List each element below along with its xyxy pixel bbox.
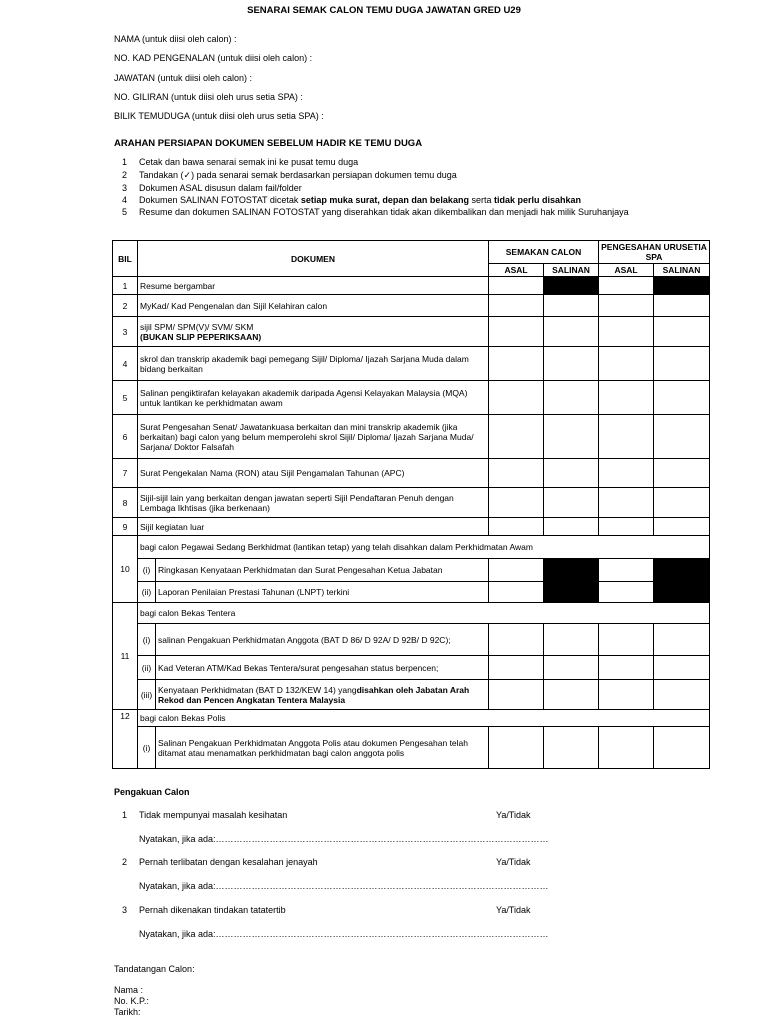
check-salinan-spa[interactable] [654,680,710,710]
check-salinan-spa[interactable] [654,415,710,459]
check-asal[interactable] [489,277,544,295]
check-asal[interactable] [489,415,544,459]
instruction-number: 4 [122,195,128,205]
ya-tidak-answer[interactable]: Ya/Tidak [496,857,531,867]
check-salinan[interactable] [544,347,599,381]
document-name: Kad Veteran ATM/Kad Bekas Tentera/surat pengesahan status berpencen; [156,656,489,680]
check-asal[interactable] [489,582,544,603]
section-heading: bagi calon Bekas Tentera [138,603,710,624]
sub-number: (i) [138,727,156,769]
check-salinan[interactable] [544,656,599,680]
row-number: 4 [113,347,138,381]
check-salinan[interactable] [544,415,599,459]
table-row [113,727,710,769]
check-asal-spa[interactable] [599,459,654,488]
check-asal-spa[interactable] [599,381,654,415]
check-asal[interactable] [489,656,544,680]
pengakuan-number: 1 [122,810,128,820]
check-salinan-spa[interactable] [654,381,710,415]
check-asal[interactable] [489,559,544,582]
sub-number: (i) [138,559,156,582]
table-row [113,488,710,518]
ya-tidak-answer[interactable]: Ya/Tidak [496,810,531,820]
row-number: 10 [113,536,138,603]
row-number: 11 [113,603,138,710]
check-asal-spa[interactable] [599,518,654,536]
table-row [113,277,710,295]
check-asal[interactable] [489,680,544,710]
sub-number: (ii) [138,656,156,680]
section-heading-row [113,536,710,559]
table-row [113,624,710,656]
field-bilik-temuduga[interactable]: BILIK TEMUDUGA (untuk diisi oleh urus setia SPA) : [114,111,324,121]
check-asal[interactable] [489,459,544,488]
ya-tidak-answer[interactable]: Ya/Tidak [496,905,531,915]
sub-number: (iii) [138,680,156,710]
blocked-cell [654,559,710,582]
check-salinan-spa[interactable] [654,295,710,317]
row-number: 7 [113,459,138,488]
check-asal[interactable] [489,295,544,317]
field-jawatan[interactable]: JAWATAN (untuk diisi oleh calon) : [114,73,253,83]
field-no-kad-pengenalan[interactable]: NO. KAD PENGENALAN (untuk diisi oleh calon) : [114,53,313,63]
check-salinan-spa[interactable] [654,488,710,518]
document-name: Surat Pengesahan Senat/ Jawatankuasa berkaitan dan mini transkrip akademik (jika berkaitan) bagi calon yang belum memperolehi skrol Sijil/ Diploma/ Ijazah Sarjana Muda/ Sarjana/ Doktor Falsafah [138,415,489,459]
check-asal-spa[interactable] [599,656,654,680]
check-salinan[interactable] [544,295,599,317]
table-row [113,559,710,582]
table-row [113,656,710,680]
document-name: Resume bergambar [138,277,489,295]
check-asal[interactable] [489,488,544,518]
document-name: Laporan Penilaian Prestasi Tahunan (LNPT) terkini [156,582,489,603]
header-bil: BIL [113,241,138,277]
check-salinan-spa[interactable] [654,518,710,536]
check-asal-spa[interactable] [599,317,654,347]
document-name: Salinan pengiktirafan kelayakan akademik daripada Agensi Kelayakan Malaysia (MQA) untuk lantikan ke perkhidmatan awam [138,381,489,415]
table-row [113,518,710,536]
check-salinan[interactable] [544,680,599,710]
pengakuan-number: 2 [122,857,128,867]
document-checklist-table [112,240,710,769]
document-name: sijil SPM/ SPM(V)/ SVM/ SKM (BUKAN SLIP PEPERIKSAAN) [138,317,489,347]
instruction-number: 2 [122,170,128,180]
header-dokumen: DOKUMEN [138,241,489,277]
signature-label[interactable]: Tandatangan Calon: [114,964,195,974]
signature-tarikh[interactable]: Tarikh: [114,1007,141,1017]
check-asal-spa[interactable] [599,488,654,518]
check-asal-spa[interactable] [599,347,654,381]
check-salinan[interactable] [544,518,599,536]
check-asal-spa[interactable] [599,277,654,295]
row-number: 6 [113,415,138,459]
instruction-text: Resume dan dokumen SALINAN FOTOSTAT yang diserahkan tidak akan dikembalikan dan menjadi hak milik Suruhanjaya [139,207,629,217]
check-asal-spa[interactable] [599,582,654,603]
check-salinan-spa[interactable] [654,727,710,769]
check-salinan[interactable] [544,727,599,769]
instruction-number: 1 [122,157,128,167]
check-salinan-spa[interactable] [654,317,710,347]
section-heading-row [113,710,710,727]
table-row [113,295,710,317]
pengakuan-number: 3 [122,905,128,915]
row-number: 5 [113,381,138,415]
table-row [113,459,710,488]
table-row [113,347,710,381]
instructions-heading: ARAHAN PERSIAPAN DOKUMEN SEBELUM HADIR KE TEMU DUGA [114,138,423,149]
document-name: Surat Pengekalan Nama (RON) atau Sijil Pengamalan Tahunan (APC) [138,459,489,488]
row-number: 8 [113,488,138,518]
document-name: skrol dan transkrip akademik bagi pemegang Sijil/ Diploma/ Ijazah Sarjana Muda dalam bidang berkaitan [138,347,489,381]
check-asal-spa[interactable] [599,295,654,317]
instruction-text: Cetak dan bawa senarai semak ini ke pusat temu duga [139,157,359,167]
checkmark-icon: ✓ [183,171,192,181]
instruction-text: Tandakan (✓) pada senarai semak berdasarkan persiapan dokumen temu duga [139,170,457,181]
header-salinan: SALINAN [654,264,710,277]
section-heading: bagi calon Bekas Polis [138,710,710,727]
check-salinan[interactable] [544,459,599,488]
row-number: 3 [113,317,138,347]
check-asal-spa[interactable] [599,680,654,710]
table-row [113,317,710,347]
document-name: Salinan Pengakuan Perkhidmatan Anggota Polis atau dokumen Pengesahan telah ditamat atau menamatkan perkhidmatan bagi calon anggota polis [156,727,489,769]
row-number: 12 [113,710,138,769]
check-asal-spa[interactable] [599,559,654,582]
row-number: 1 [113,277,138,295]
row-number: 9 [113,518,138,536]
header-salinan: SALINAN [544,264,599,277]
check-salinan-spa[interactable] [654,656,710,680]
document-name: Ringkasan Kenyataan Perkhidmatan dan Surat Pengesahan Ketua Jabatan [156,559,489,582]
header-semakan-calon: SEMAKAN CALON [489,241,599,264]
check-salinan[interactable] [544,317,599,347]
document-name: salinan Pengakuan Perkhidmatan Anggota (BAT D 86/ D 92A/ D 92B/ D 92C); [156,624,489,656]
blocked-cell [654,582,710,603]
check-asal[interactable] [489,381,544,415]
table-row [113,582,710,603]
sub-number: (ii) [138,582,156,603]
pengakuan-text: Pernah terlibatan dengan kesalahan jenayah [139,857,318,867]
blocked-cell [544,582,599,603]
instruction-text: Dokumen ASAL disusun dalam fail/folder [139,183,302,193]
header-asal: ASAL [489,264,544,277]
signature-nokp[interactable]: No. K.P.: [114,996,149,1006]
instruction-number: 5 [122,207,128,217]
row-number: 2 [113,295,138,317]
check-asal[interactable] [489,727,544,769]
check-salinan[interactable] [544,488,599,518]
check-asal[interactable] [489,518,544,536]
check-salinan[interactable] [544,381,599,415]
instruction-item [114,207,647,219]
sub-number: (i) [138,624,156,656]
pengakuan-text: Tidak mempunyai masalah kesihatan [139,810,288,820]
blocked-cell [544,277,599,295]
check-asal[interactable] [489,624,544,656]
check-asal-spa[interactable] [599,727,654,769]
pengakuan-text: Pernah dikenakan tindakan tatatertib [139,905,286,915]
table-row [113,680,710,710]
check-asal-spa[interactable] [599,624,654,656]
header-pengesahan-urusetia: PENGESAHAN URUSETIA SPA [599,241,710,264]
header-asal: ASAL [599,264,654,277]
blocked-cell [654,277,710,295]
table-row [113,415,710,459]
signature-nama[interactable]: Nama : [114,985,144,995]
check-salinan-spa[interactable] [654,347,710,381]
field-nama[interactable]: NAMA (untuk diisi oleh calon) : [114,34,237,44]
document-name: Sijil-sijil lain yang berkaitan dengan jawatan seperti Sijil Pendaftaran Penuh dengan Lembaga Ikhtisas (jika berkenaan) [138,488,489,518]
pengakuan-heading: Pengakuan Calon [114,787,190,797]
document-name: MyKad/ Kad Pengenalan dan Sijil Kelahiran calon [138,295,489,317]
check-asal[interactable] [489,317,544,347]
instruction-text: Dokumen SALINAN FOTOSTAT dicetak setiap muka surat, depan dan belakang serta tidak perlu disahkan [139,195,581,205]
check-salinan-spa[interactable] [654,624,710,656]
table-row [113,381,710,415]
field-no-giliran[interactable]: NO. GILIRAN (untuk diisi oleh urus setia SPA) : [114,92,303,102]
check-asal-spa[interactable] [599,415,654,459]
document-name: Sijil kegiatan luar [138,518,489,536]
page-title: SENARAI SEMAK CALON TEMU DUGA JAWATAN GRED U29 [247,5,521,16]
blocked-cell [544,559,599,582]
section-heading-row [113,603,710,624]
check-salinan[interactable] [544,624,599,656]
section-heading: bagi calon Pegawai Sedang Berkhidmat (lantikan tetap) yang telah disahkan dalam Perkhidmatan Awam [138,536,710,559]
check-asal[interactable] [489,347,544,381]
check-salinan-spa[interactable] [654,459,710,488]
document-name: Kenyataan Perkhidmatan (BAT D 132/KEW 14) yangdisahkan oleh Jabatan Arah Rekod dan Pencen Angkatan Tentera Malaysia [156,680,489,710]
instruction-number: 3 [122,183,128,193]
